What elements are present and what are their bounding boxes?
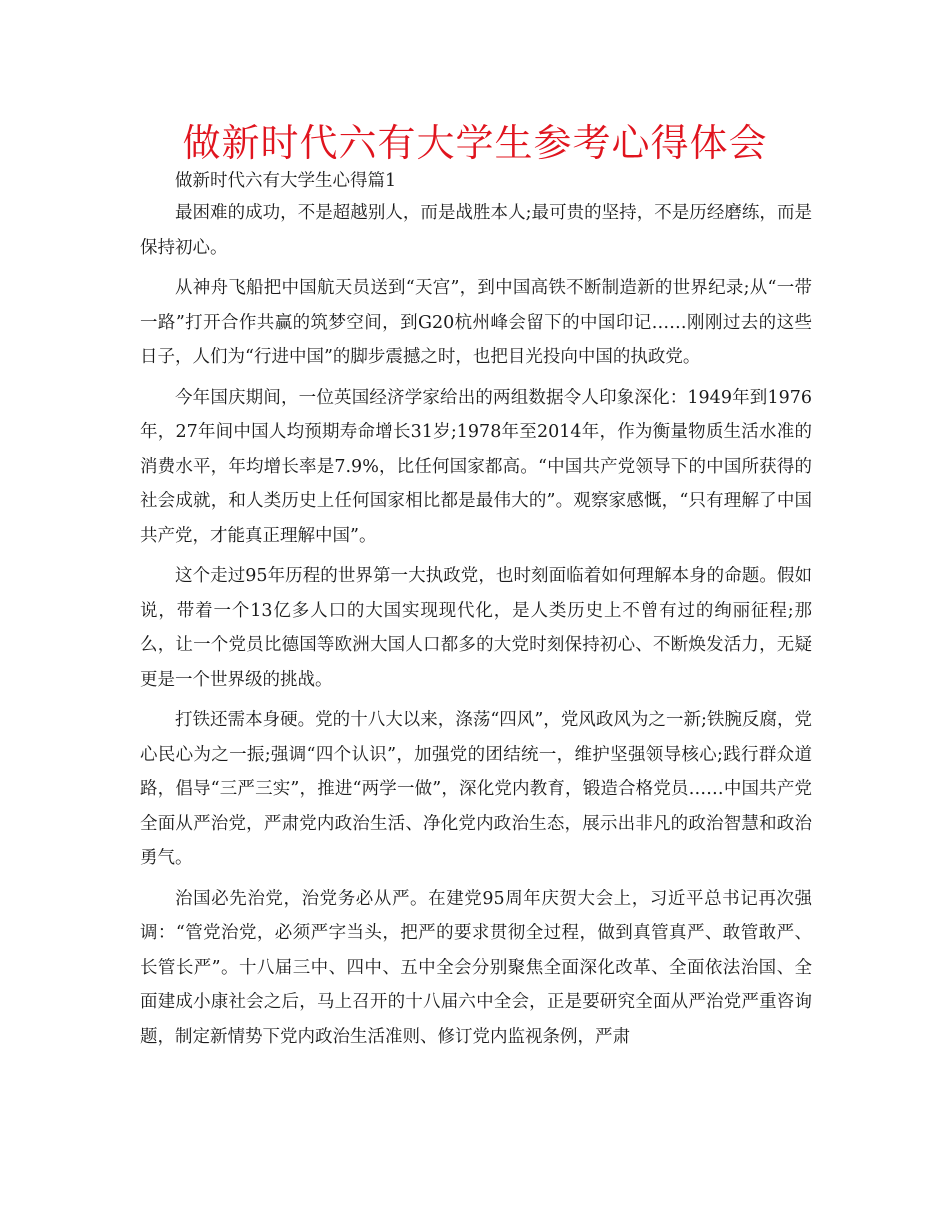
paragraph: 这个走过95年历程的世界第一大执政党，也时刻面临着如何理解本身的命题。假如说，带着一个13亿多人口的大国实现现代化，是人类历史上不曾有过的绚丽征程;那么，让一个党员比德国等欧洲大国人口都多的大党时刻保持初心、不断焕发活力，无疑更是一个世界级的挑战。 <box>140 566 812 690</box>
paragraph: 最困难的成功，不是超越别人，而是战胜本人;最可贵的坚持，不是历经磨练，而是保持初心。 <box>140 203 812 258</box>
paragraph: 从神舟飞船把中国航天员送到“天宫”，到中国高铁不断制造新的世界纪录;从“一带一路”打开合作共赢的筑梦空间，到G20杭州峰会留下的中国印记……刚刚过去的这些日子，人们为“行进中国”的脚步震撼之时，也把目光投向中国的执政党。 <box>140 278 812 367</box>
paragraph: 打铁还需本身硬。党的十八大以来，涤荡“四风”，党风政风为之一新;铁腕反腐，党心民心为之一振;强调“四个认识”，加强党的团结统一，维护坚强领导核心;践行群众道路，倡导“三严三实”，推进“两学一做”，深化党内教育，锻造合格党员……中国共产党全面从严治党，严肃党内政治生活、净化党内政治生态，展示出非凡的政治智慧和政治勇气。 <box>140 710 812 868</box>
paragraph: 今年国庆期间，一位英国经济学家给出的两组数据令人印象深化：1949年到1976年，27年间中国人均预期寿命增长31岁;1978年至2014年，作为衡量物质生活水准的消费水平，年均增长率是7.9%，比任何国家都高。“中国共产党领导下的中国所获得的社会成就，和人类历史上任何国家相比都是最伟大的”。观察家感慨，“只有理解了中国共产党，才能真正理解中国”。 <box>140 387 812 546</box>
document-body <box>140 166 812 1060</box>
paragraph: 治国必先治党，治党务必从严。在建党95周年庆贺大会上，习近平总书记再次强调：“管党治党，必须严字当头，把严的要求贯彻全过程，做到真管真严、敢管敢严、长管长严”。十八届三中、四中、五中全会分别聚焦全面深化改革、全面依法治国、全面建成小康社会之后，马上召开的十八届六中全会，正是要研究全面从严治党严重咨询题，制定新情势下党内政治生活准则、修订党内监视条例，严肃 <box>140 888 812 1047</box>
document-title: 做新时代六有大学生参考心得体会 <box>182 121 768 165</box>
document-subtitle: 做新时代六有大学生心得篇1 <box>175 171 397 191</box>
